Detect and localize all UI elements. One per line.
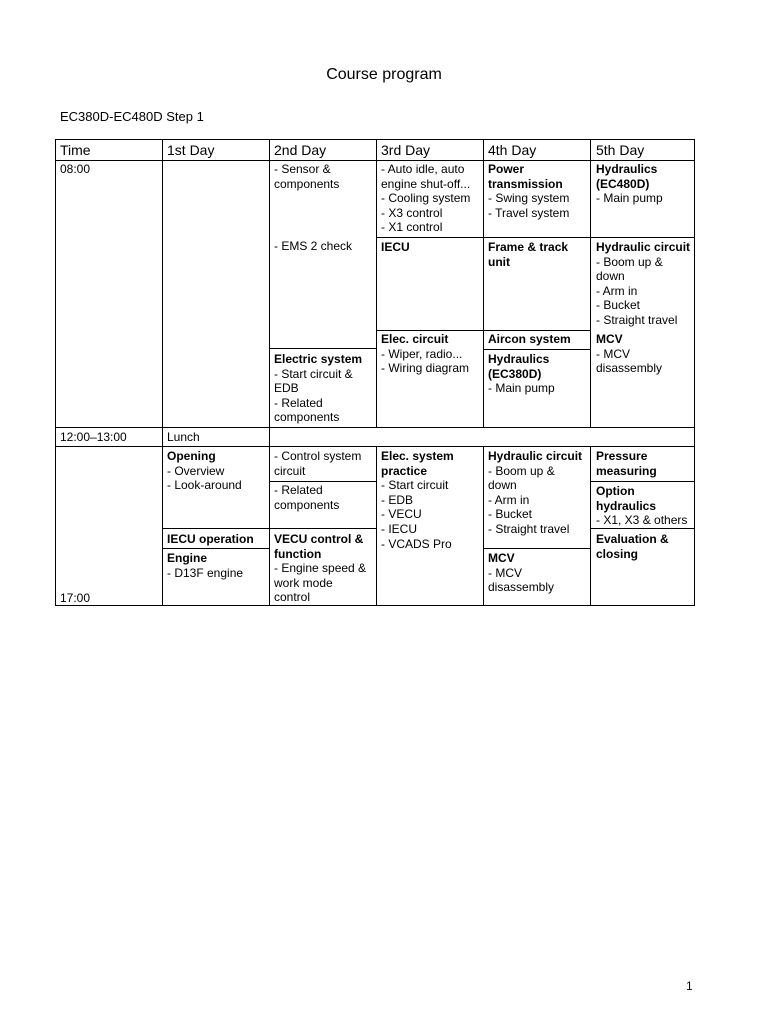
- day4-hydraulics-session: Hydraulics (EC380D) - Main pump: [488, 352, 555, 396]
- day2-vecu-control-session: VECU control & function - Engine speed & work mode control: [274, 532, 367, 605]
- day5-mcv-session: MCV - MCV disassembly: [596, 332, 663, 376]
- day4-aircon-session: Aircon system: [488, 332, 571, 346]
- course-subtitle: EC380D-EC480D Step 1: [60, 109, 204, 124]
- day2-electric-system-session: Electric system - Start circuit & EDB - Related components: [274, 352, 363, 425]
- day1-opening-session: Opening - Overview - Look-around: [167, 449, 242, 493]
- day5-hydraulics-session: Hydraulics (EC480D) - Main pump: [596, 162, 663, 206]
- day4-hydraulic-circuit-session: Hydraulic circuit - Boom up & down - Arm in - Bucket - Straight travel: [488, 449, 583, 536]
- day5-option-hydraulics-session: Option hydraulics - X1, X3 & others: [596, 484, 688, 528]
- day2-related-components-session: - Related components: [274, 483, 340, 512]
- header-day4: 4th Day: [488, 142, 537, 158]
- day1-engine-session: Engine - D13F engine: [167, 551, 244, 580]
- header-time: Time: [60, 142, 91, 158]
- day4-frame-track-session: Frame & track unit: [488, 240, 569, 269]
- time-end: 17:00: [60, 591, 91, 605]
- day2-sensor-session: - Sensor & components: [274, 162, 340, 191]
- day4-power-transmission-session: Power transmission - Swing system - Travel system: [488, 162, 570, 220]
- time-lunch: 12:00–13:00: [60, 430, 127, 444]
- time-start: 08:00: [60, 162, 91, 176]
- header-day1: 1st Day: [167, 142, 215, 158]
- day4-mcv-session: MCV - MCV disassembly: [488, 551, 555, 595]
- day5-evaluation-closing-session: Evaluation & closing: [596, 532, 669, 561]
- header-day2: 2nd Day: [274, 142, 327, 158]
- day5-pressure-measuring-session: Pressure measuring: [596, 449, 657, 478]
- header-day3: 3rd Day: [381, 142, 431, 158]
- page-number: 1: [686, 979, 693, 993]
- day5-hydraulic-circuit-session: Hydraulic circuit - Boom up & down - Arm in - Bucket - Straight travel: [596, 240, 691, 327]
- day3-elec-circuit-session: Elec. circuit - Wiper, radio... - Wiring diagram: [381, 332, 470, 376]
- header-day5: 5th Day: [596, 142, 645, 158]
- day2-ems-session: - EMS 2 check: [274, 239, 353, 253]
- day3-auto-idle-session: - Auto idle, auto engine shut-off... - Cooling system - X3 control - X1 control: [381, 162, 471, 235]
- day3-iecu-session: IECU: [381, 240, 410, 254]
- page-title: Course program: [326, 66, 442, 83]
- day1-iecu-operation-session: IECU operation: [167, 532, 254, 546]
- day3-elec-system-practice-session: Elec. system practice - Start circuit - EDB - VECU - IECU - VCADS Pro: [381, 449, 454, 551]
- lunch-label: Lunch: [167, 430, 200, 444]
- day2-control-system-session: - Control system circuit: [274, 449, 362, 478]
